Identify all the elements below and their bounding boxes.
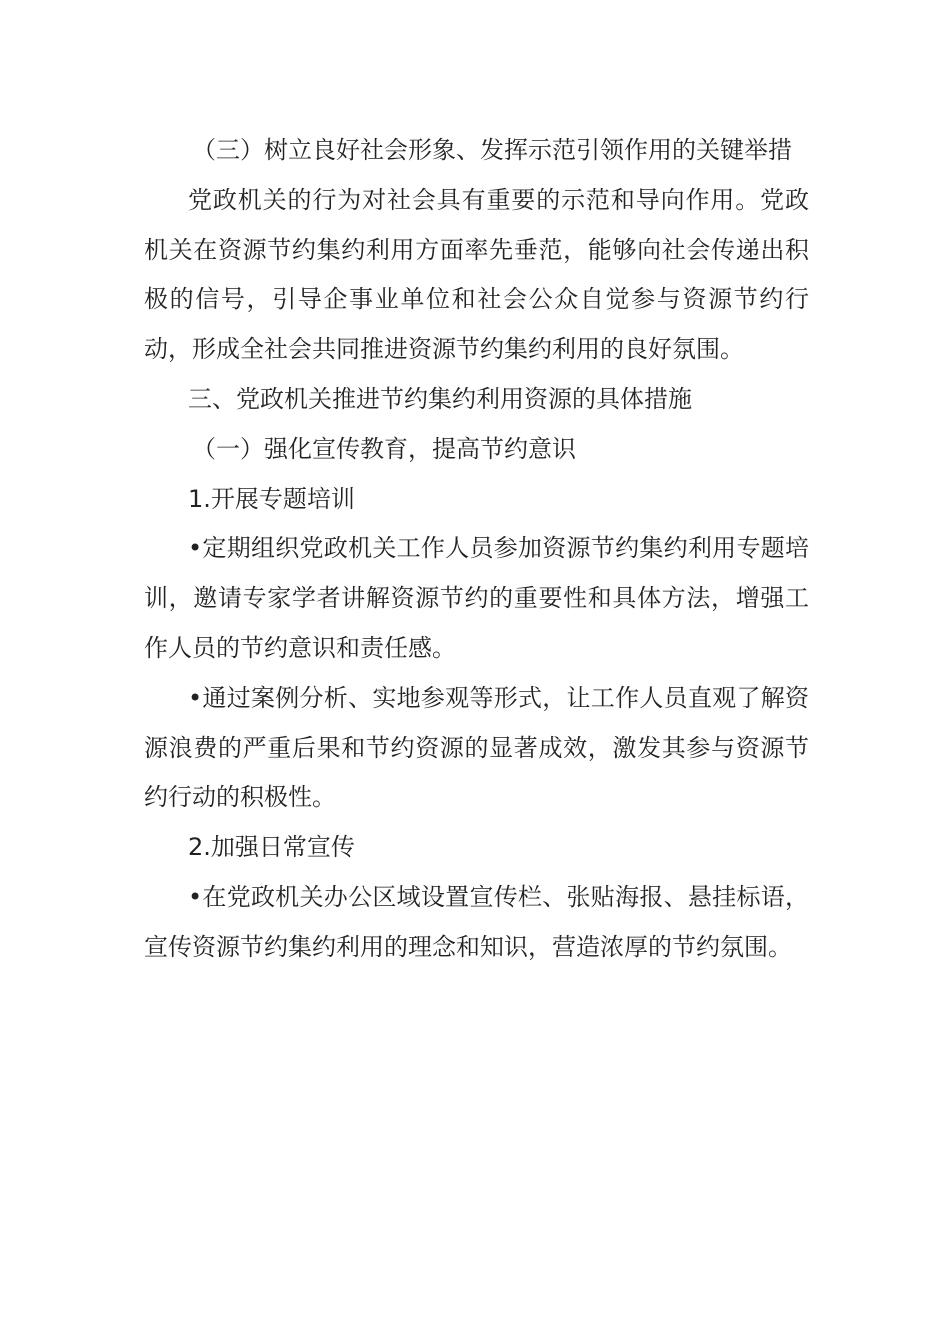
subheading-social-image: （三）树立良好社会形象、发挥示范引领作用的关键举措 xyxy=(192,136,792,164)
body-paragraph-demonstration: 党政机关的行为对社会具有重要的示范和导向作用。党政机关在资源节约集约利用方面率先垂范，能够向社会传递出积极的信号，引导企事业单位和社会公众自觉参与资源节约行动，形成全社会共同推进资源节约集约利用的良好氛围。 xyxy=(144,185,809,364)
document-page xyxy=(144,126,809,973)
bullet-paragraph-training: •定期组织党政机关工作人员参加资源节约集约利用专题培训，邀请专家学者讲解资源节约的重要性和具体方法，增强工作人员的节约意识和责任感。 xyxy=(144,534,809,662)
subheading-publicity-education: （一）强化宣传教育，提高节约意识 xyxy=(192,434,576,463)
bullet-paragraph-posters: •在党政机关办公区域设置宣传栏、张贴海报、悬挂标语，宣传资源节约集约利用的理念和知识，营造浓厚的节约氛围。 xyxy=(144,882,809,961)
list-item-special-training: 1.开展专题培训 xyxy=(188,484,355,513)
list-item-daily-publicity: 2.加强日常宣传 xyxy=(188,833,355,862)
section-heading-measures: 三、党政机关推进节约集约利用资源的具体措施 xyxy=(188,384,692,413)
bullet-paragraph-case-study: •通过案例分析、实地参观等形式，让工作人员直观了解资源浪费的严重后果和节约资源的显著成效，激发其参与资源节约行动的积极性。 xyxy=(144,683,809,812)
